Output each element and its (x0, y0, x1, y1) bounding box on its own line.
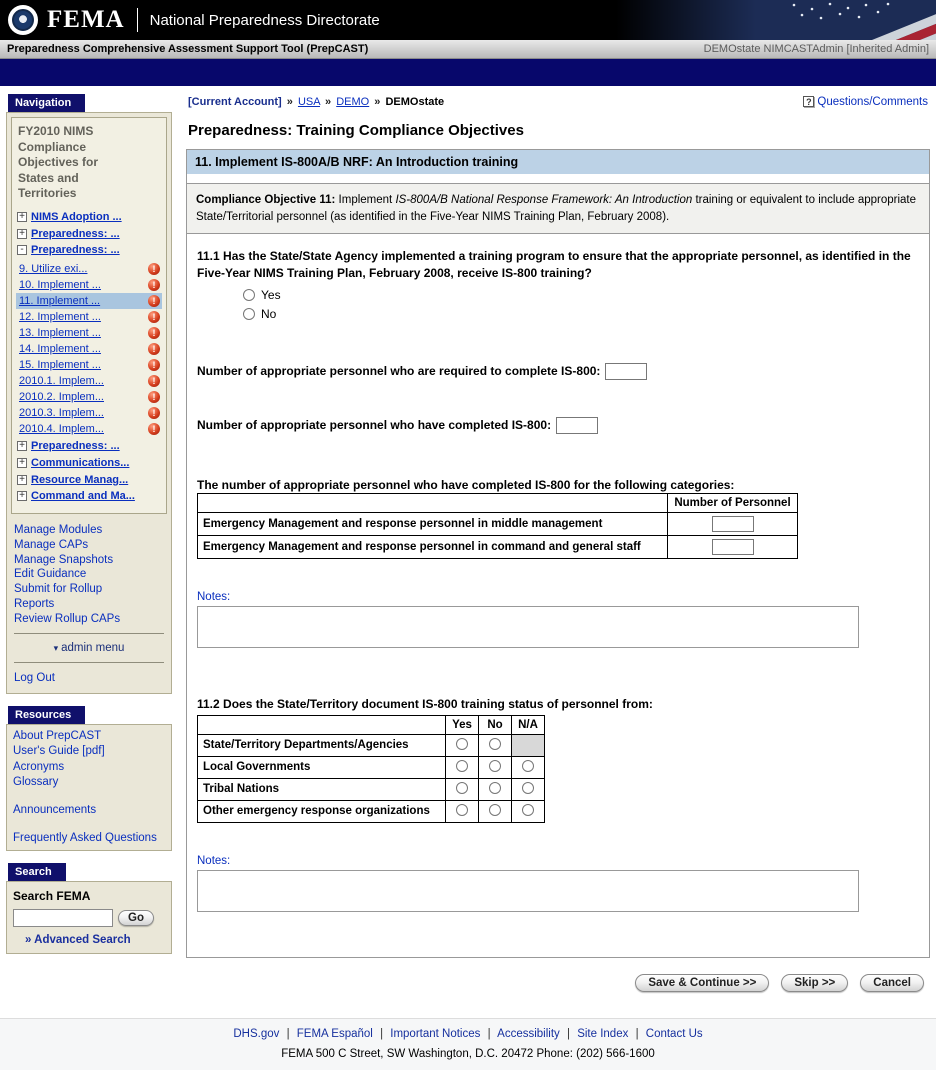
table-row (198, 800, 545, 822)
breadcrumb-separator: » (374, 96, 381, 108)
required-personnel-row (197, 363, 919, 380)
row-label: Local Governments (198, 756, 446, 778)
save-continue-button[interactable]: Save & Continue >> (635, 974, 769, 992)
cancel-button[interactable]: Cancel (860, 974, 924, 992)
sidebar-link-manage-caps[interactable]: Manage CAPs (14, 538, 89, 551)
notes-label-2: Notes: (197, 854, 231, 867)
caret-down-icon: ▾ (53, 643, 59, 654)
categories-table (197, 493, 798, 559)
form-actions (186, 966, 924, 1002)
footer-link-important-notices[interactable]: Important Notices (390, 1027, 481, 1040)
completed-personnel-row (197, 417, 919, 434)
tree-group-link[interactable]: Communications... (31, 456, 130, 469)
navigation-header: Navigation (8, 94, 85, 112)
table-row (198, 734, 545, 756)
tree-item-14[interactable] (16, 341, 162, 357)
page-title: Preparedness: Training Compliance Objectives (188, 122, 524, 139)
app-title: Preparedness Comprehensive Assessment Support Tool (PrepCAST) (7, 43, 369, 55)
command-general-staff-count-input[interactable] (712, 539, 754, 555)
resources-link-about-prepcast[interactable]: About PrepCAST (13, 730, 102, 743)
sidebar-links (14, 523, 164, 626)
breadcrumb-demostate: DEMOstate (385, 96, 445, 108)
sidebar (6, 94, 172, 966)
tree-item-link[interactable]: 2010.3. Implem... (19, 407, 104, 420)
row-label: Tribal Nations (198, 778, 446, 800)
completed-personnel-input[interactable] (556, 417, 598, 434)
footer-link-dhs[interactable]: DHS.gov (233, 1027, 280, 1040)
local-na-radio[interactable] (522, 760, 534, 772)
expand-icon[interactable]: + (17, 441, 27, 451)
tree-item-10[interactable] (16, 277, 162, 293)
tree-title: FY2010 NIMS Compliance Objectives for States and Territories (18, 124, 99, 201)
alert-icon: ! (148, 359, 160, 371)
breadcrumb (188, 96, 444, 108)
number-of-personnel-header: Number of Personnel (668, 493, 798, 512)
logout-link[interactable]: Log Out (14, 672, 55, 685)
no-radio[interactable] (243, 308, 255, 320)
alert-icon: ! (148, 279, 160, 291)
navy-strip (0, 59, 936, 86)
tree-item-link[interactable]: 11. Implement ... (19, 295, 101, 308)
admin-menu-link[interactable]: admin menu (61, 642, 125, 655)
table-row (198, 756, 545, 778)
question-11-2-label: 11.2 Does the State/Territory document IS-800 training status of personnel from: (197, 696, 653, 711)
resources-link-glossary[interactable]: Glossary (13, 775, 59, 788)
na-disabled-cell (512, 734, 545, 756)
category-label: Emergency Management and response personnel in command and general staff (198, 535, 668, 558)
breadcrumb-demo[interactable]: DEMO (336, 96, 370, 108)
resources-header: Resources (8, 706, 85, 724)
table-row (198, 778, 545, 800)
category-label: Emergency Management and response personnel in middle management (198, 512, 668, 535)
alert-icon: ! (148, 407, 160, 419)
local-yes-radio[interactable] (456, 760, 468, 772)
tree-item-link[interactable]: 13. Implement ... (19, 327, 101, 340)
completed-personnel-label: Number of appropriate personnel who have completed IS-800: (197, 418, 552, 433)
top-banner (0, 0, 936, 40)
other-na-radio[interactable] (522, 804, 534, 816)
search-header: Search (8, 863, 66, 881)
footer-link-site-index[interactable]: Site Index (577, 1027, 629, 1040)
alert-icon: ! (148, 327, 160, 339)
notes-label-1: Notes: (197, 590, 231, 603)
questions-comments[interactable] (803, 96, 928, 108)
footer-links: DHS.gov | FEMA Español | Important Notices | Accessibility | Site Index | Contact Us (233, 1027, 703, 1040)
user-info: DEMOstate NIMCASTAdmin [Inherited Admin] (703, 43, 929, 55)
admin-menu[interactable] (11, 641, 167, 655)
tree-item-link[interactable]: 2010.1. Implem... (19, 375, 104, 388)
local-no-radio[interactable] (489, 760, 501, 772)
divider (14, 662, 164, 663)
tree-item-link[interactable]: 14. Implement ... (19, 343, 101, 356)
tree-group-preparedness-1[interactable] (17, 228, 161, 242)
fema-logo: FEMA (47, 6, 125, 33)
tree-group-link[interactable]: Resource Manag... (31, 473, 129, 486)
expand-icon[interactable]: + (17, 475, 27, 485)
expand-icon[interactable]: + (17, 212, 27, 222)
app-bar (0, 40, 936, 59)
search-go-button[interactable]: Go (118, 910, 154, 926)
navigation-panel (6, 112, 172, 694)
required-personnel-label: Number of appropriate personnel who are required to complete IS-800: (197, 364, 601, 379)
alert-icon: ! (148, 311, 160, 323)
expand-icon[interactable]: + (17, 229, 27, 239)
tree-group-link[interactable]: NIMS Adoption ... (31, 210, 122, 223)
tree-item-link[interactable]: 10. Implement ... (19, 279, 101, 292)
empty-header-cell (198, 493, 668, 512)
sidebar-link-edit-guidance[interactable]: Edit Guidance (14, 568, 87, 581)
tree-item-9[interactable] (16, 261, 162, 277)
resources-link-faq[interactable]: Frequently Asked Questions (13, 832, 157, 845)
nav-tree (11, 117, 167, 514)
table-row (198, 512, 798, 535)
other-yes-radio[interactable] (456, 804, 468, 816)
sidebar-link-manage-modules[interactable]: Manage Modules (14, 524, 103, 537)
notes-textarea-1[interactable] (197, 606, 859, 648)
alert-icon: ! (148, 375, 160, 387)
footer-link-accessibility[interactable]: Accessibility (497, 1027, 560, 1040)
objective-label: Compliance Objective 11: (196, 194, 336, 206)
alert-icon: ! (148, 295, 160, 307)
expand-icon[interactable]: + (17, 458, 27, 468)
notes-textarea-2[interactable] (197, 870, 859, 912)
empty-header-cell (198, 715, 446, 734)
yes-column-header: Yes (446, 715, 479, 734)
tree-group-preparedness-2[interactable] (17, 244, 161, 258)
breadcrumb-separator: » (286, 96, 293, 108)
resources-link-users-guide[interactable]: User's Guide [pdf] (13, 745, 105, 758)
tree-item-2010-4[interactable] (16, 421, 162, 437)
divider (14, 633, 164, 634)
tree-group-resource-management[interactable] (17, 474, 161, 488)
resources-link-announcements[interactable]: Announcements (13, 803, 97, 816)
tree-item-15[interactable] (16, 357, 162, 373)
tree-group-preparedness-3[interactable] (17, 440, 161, 454)
compliance-objective-text: Compliance Objective 11: Implement IS-800A/B National Response Framework: An Introduction training or equivalent to include appropriate State/Territorial personnel (as identified in the Five-Year NIMS Training Plan, February 2008). (187, 183, 929, 234)
question-11-1-label: 11.1 Has the State/State Agency implemented a training program to ensure that the appropriate personnel, as identified in the Five-Year NIMS Training Plan, February 2008, receive IS-800 training? (197, 249, 911, 281)
main-content (186, 94, 930, 1002)
tree-group-command-management[interactable] (17, 490, 161, 504)
tree-item-11-active[interactable] (16, 293, 162, 309)
brand-divider (137, 8, 138, 32)
tree-item-link[interactable]: 15. Implement ... (19, 359, 101, 372)
tribal-na-radio[interactable] (522, 782, 534, 794)
tree-item-link[interactable]: 12. Implement ... (19, 311, 101, 324)
tree-item-2010-3[interactable] (16, 405, 162, 421)
question-icon: ? (803, 96, 814, 107)
footer-address: FEMA 500 C Street, SW Washington, D.C. 20472 Phone: (202) 566-1600 (281, 1047, 655, 1060)
na-column-header: N/A (512, 715, 545, 734)
resources-panel (6, 724, 172, 851)
advanced-search-link[interactable]: » Advanced Search (25, 934, 131, 947)
alert-icon: ! (148, 423, 160, 435)
alert-icon: ! (148, 263, 160, 275)
row-label: Other emergency response organizations (198, 800, 446, 822)
search-input[interactable] (13, 909, 113, 927)
tree-group-communications[interactable] (17, 457, 161, 471)
section-header: 11. Implement IS-800A/B NRF: An Introduction training (187, 150, 929, 174)
sidebar-link-reports[interactable]: Reports (14, 597, 55, 610)
sidebar-link-manage-snapshots[interactable]: Manage Snapshots (14, 553, 114, 566)
tree-item-13[interactable] (16, 325, 162, 341)
search-label: Search FEMA (13, 889, 91, 904)
footer-link-contact-us[interactable]: Contact Us (645, 1027, 703, 1040)
other-no-radio[interactable] (489, 804, 501, 816)
yes-radio[interactable] (243, 289, 255, 301)
row-label: State/Territory Departments/Agencies (198, 734, 446, 756)
option-yes[interactable]: Yes (243, 288, 919, 302)
middle-management-count-input[interactable] (712, 516, 754, 532)
no-column-header: No (479, 715, 512, 734)
table-row (198, 535, 798, 558)
flag-image (616, 0, 936, 40)
tree-item-12[interactable] (16, 309, 162, 325)
tree-item-2010-1[interactable] (16, 373, 162, 389)
option-no[interactable]: No (243, 307, 919, 321)
skip-button[interactable]: Skip >> (781, 974, 848, 992)
state-no-radio[interactable] (489, 738, 501, 750)
tribal-yes-radio[interactable] (456, 782, 468, 794)
collapse-icon[interactable]: - (17, 245, 27, 255)
question-11-1-options (243, 288, 919, 321)
tree-group-link[interactable]: Preparedness: ... (31, 227, 120, 240)
questions-comments-link[interactable]: Questions/Comments (817, 96, 928, 108)
tree-item-2010-2[interactable] (16, 389, 162, 405)
sidebar-link-review-rollup-caps[interactable]: Review Rollup CAPs (14, 612, 121, 625)
alert-icon: ! (148, 391, 160, 403)
documentation-table (197, 715, 545, 823)
directorate-title: National Preparedness Directorate (149, 11, 380, 29)
tree-group-link[interactable]: Preparedness: ... (31, 440, 120, 453)
breadcrumb-current-account[interactable]: [Current Account] (188, 96, 282, 108)
resources-link-acronyms[interactable]: Acronyms (13, 760, 65, 773)
dhs-seal-icon (8, 5, 38, 35)
alert-icon: ! (148, 343, 160, 355)
categories-table-caption: The number of appropriate personnel who have completed IS-800 for the following categories: (197, 477, 735, 492)
tree-item-link[interactable]: 2010.2. Implem... (19, 391, 104, 404)
tree-group-link[interactable]: Command and Ma... (31, 490, 135, 503)
breadcrumb-usa[interactable]: USA (297, 96, 320, 108)
breadcrumb-separator: » (325, 96, 332, 108)
footer (0, 1018, 936, 1070)
expand-icon[interactable]: + (17, 491, 27, 501)
tree-group-nims-adoption[interactable] (17, 211, 161, 225)
sidebar-link-submit-for-rollup[interactable]: Submit for Rollup (14, 583, 103, 596)
objective-form (186, 149, 930, 958)
required-personnel-input[interactable] (605, 363, 647, 380)
tribal-no-radio[interactable] (489, 782, 501, 794)
tree-item-link[interactable]: 9. Utilize exi... (19, 263, 88, 276)
footer-link-fema-espanol[interactable]: FEMA Español (296, 1027, 373, 1040)
search-panel (6, 881, 172, 954)
state-yes-radio[interactable] (456, 738, 468, 750)
tree-group-link[interactable]: Preparedness: ... (31, 244, 120, 257)
tree-item-link[interactable]: 2010.4. Implem... (19, 423, 104, 436)
